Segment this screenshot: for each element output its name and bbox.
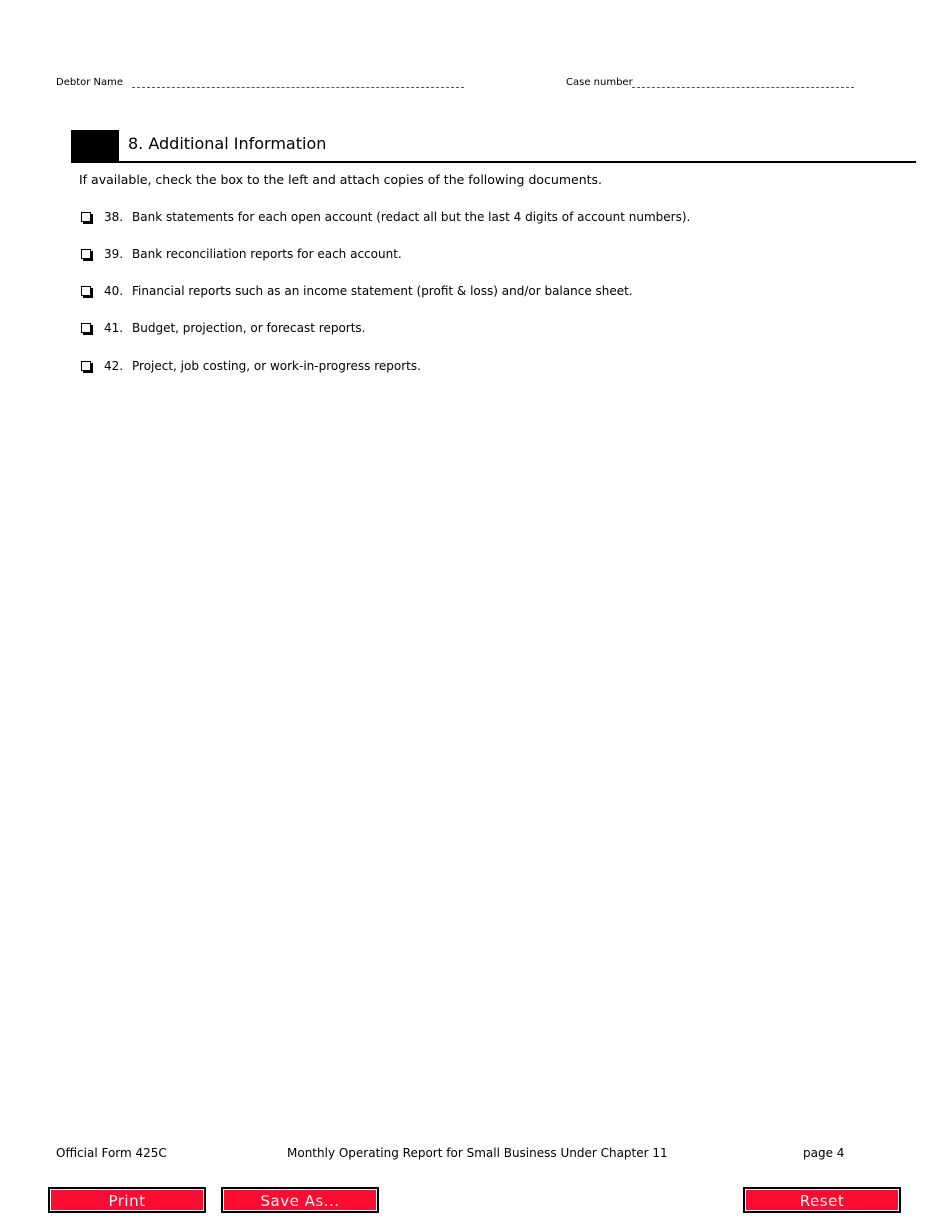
item-text: Bank statements for each open account (redact all but the last 4 digits of account numbers). bbox=[132, 210, 691, 224]
checkbox-40[interactable] bbox=[81, 286, 91, 296]
case-number-field[interactable] bbox=[632, 87, 854, 88]
item-text: Bank reconciliation reports for each account. bbox=[132, 247, 402, 261]
form-title: Monthly Operating Report for Small Business Under Chapter 11 bbox=[287, 1146, 668, 1160]
list-item bbox=[81, 282, 633, 300]
checkbox-41[interactable] bbox=[81, 323, 91, 333]
item-number: 38. bbox=[104, 210, 124, 224]
item-text: Project, job costing, or work-in-progress reports. bbox=[132, 359, 421, 373]
item-number: 42. bbox=[104, 359, 124, 373]
item-number: 39. bbox=[104, 247, 124, 261]
page-number: page 4 bbox=[803, 1146, 845, 1160]
reset-button[interactable]: Reset bbox=[743, 1187, 901, 1213]
save-as-button[interactable]: Save As... bbox=[221, 1187, 379, 1213]
item-number: 41. bbox=[104, 321, 124, 335]
item-number: 40. bbox=[104, 284, 124, 298]
print-button[interactable]: Print bbox=[48, 1187, 206, 1213]
item-text: Budget, projection, or forecast reports. bbox=[132, 321, 366, 335]
debtor-name-label: Debtor Name bbox=[56, 77, 124, 88]
item-text: Financial reports such as an income statement (profit & loss) and/or balance sheet. bbox=[132, 284, 633, 298]
form-number: Official Form 425C bbox=[56, 1146, 167, 1160]
section-title: 8. Additional Information bbox=[128, 134, 327, 153]
list-item bbox=[81, 357, 421, 375]
checkbox-39[interactable] bbox=[81, 249, 91, 259]
list-item bbox=[81, 208, 690, 226]
case-number-label: Case number bbox=[566, 77, 633, 88]
section-marker bbox=[71, 130, 119, 161]
checkbox-42[interactable] bbox=[81, 361, 91, 371]
checkbox-38[interactable] bbox=[81, 212, 91, 222]
section-header bbox=[71, 130, 916, 163]
debtor-name-field[interactable] bbox=[132, 87, 464, 88]
section-intro: If available, check the box to the left and attach copies of the following documents. bbox=[79, 172, 602, 187]
list-item bbox=[81, 319, 366, 337]
list-item bbox=[81, 245, 402, 263]
